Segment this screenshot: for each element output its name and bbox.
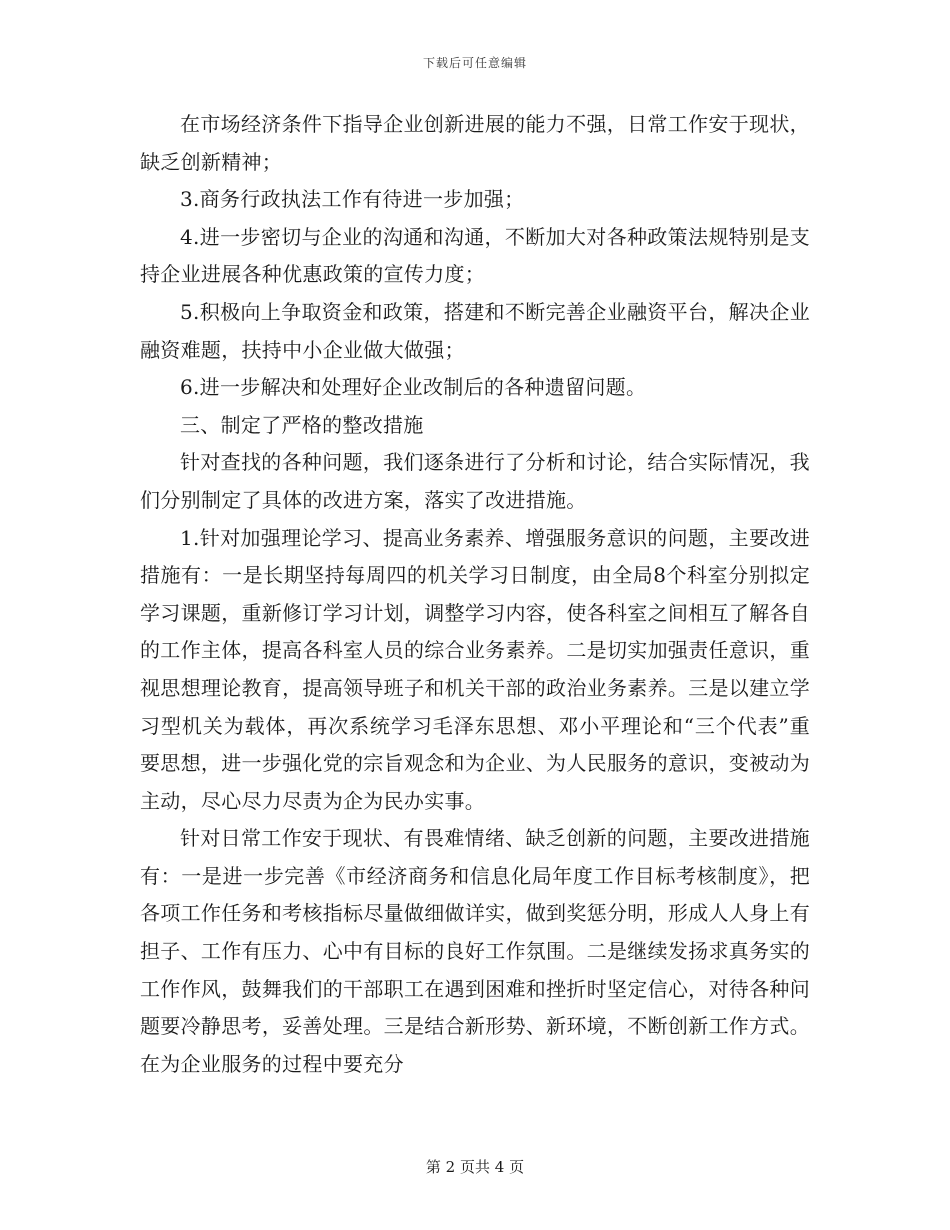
paragraph: 针对日常工作安于现状、有畏难情绪、缺乏创新的问题，主要改进措施有：一是进一步完善《市经济商务和信息化局年度工作目标考核制度》，把各项工作任务和考核指标尽量做细做详实，做到奖惩分明，形成人人身上有担子、工作有压力、心中有目标的良好工作氛围。二是继续发扬求真务实的工作作风，鼓舞我们的干部职工在遇到困难和挫折时坚定信心，对待各种问题要冷静思考，妥善处理。三是结合新形势、新环境，不断创新工作方式。在为企业服务的过程中要充分: [140, 826, 810, 1076]
page-footer: 第 2 页共 4 页: [425, 1158, 525, 1176]
paragraph: 4.进一步密切与企业的沟通和沟通，不断加大对各种政策法规特别是支持企业进展各种优惠政策的宣传力度；: [140, 224, 810, 287]
document-body: [140, 106, 810, 1083]
paragraph: 在市场经济条件下指导企业创新进展的能力不强，日常工作安于现状，缺乏创新精神；: [140, 112, 810, 174]
paragraph: 针对查找的各种问题，我们逐条进行了分析和讨论，结合实际情况，我们分别制定了具体的改进方案，落实了改进措施。: [140, 450, 810, 512]
section-heading: 三、制定了严格的整改措施: [180, 412, 424, 437]
page-header: 下载后可任意编辑: [422, 56, 527, 70]
paragraph: 5.积极向上争取资金和政策，搭建和不断完善企业融资平台，解决企业融资难题，扶持中小企业做大做强；: [140, 299, 810, 362]
paragraph: 6.进一步解决和处理好企业改制后的各种遗留问题。: [180, 375, 647, 400]
paragraph: 3.商务行政执法工作有待进一步加强；: [180, 187, 525, 212]
paragraph: 1.针对加强理论学习、提高业务素养、增强服务意识的问题，主要改进措施有：一是长期坚持每周四的机关学习日制度，由全局8个科室分别拟定学习课题，重新修订学习计划，调整学习内容，使各科室之间相互了解各自的工作主体，提高各科室人员的综合业务素养。二是切实加强责任意识，重视思想理论教育，提高领导班子和机关干部的政治业务素养。三是以建立学习型机关为载体，再次系统学习毛泽东思想、邓小平理论和“三个代表”重要思想，进一步强化党的宗旨观念和为企业、为人民服务的意识，变被动为主动，尽心尽力尽责为企为民办实事。: [140, 525, 810, 813]
